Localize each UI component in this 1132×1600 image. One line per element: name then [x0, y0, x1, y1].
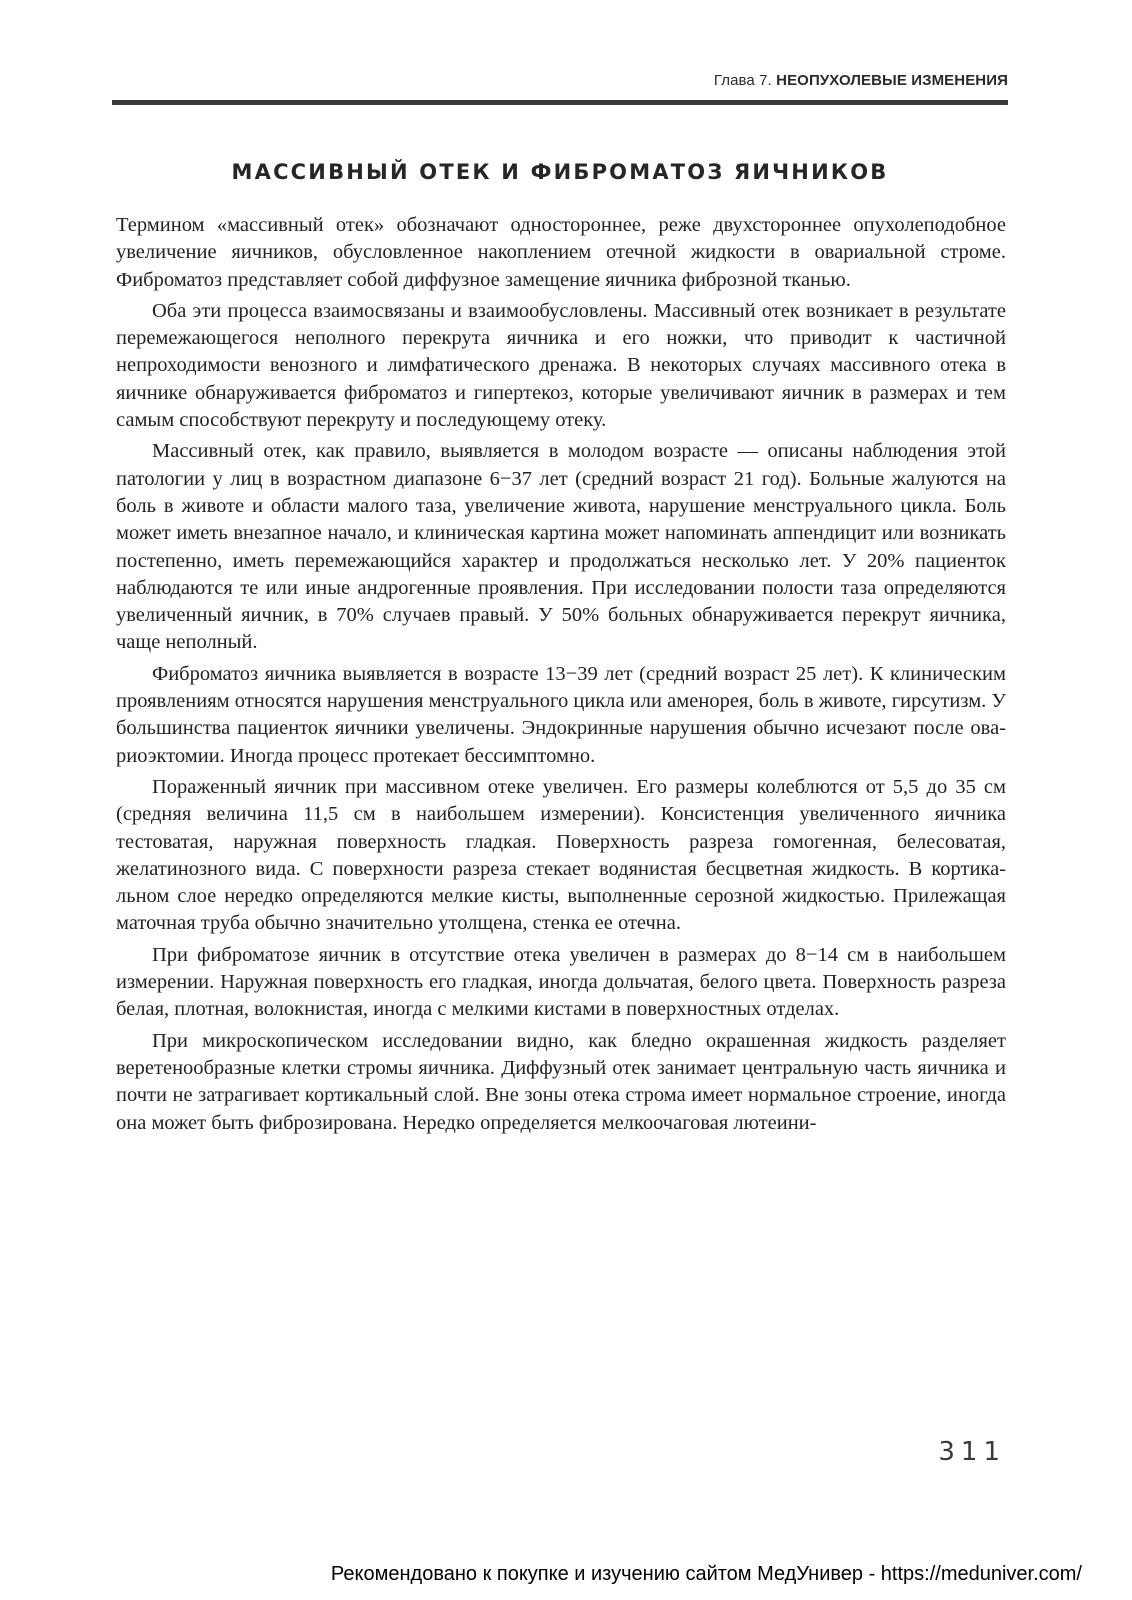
- footer-note: Рекомендовано к покупке и изучению сайтом МедУнивер - https://meduniver.com/: [330, 1563, 1082, 1585]
- article-body: [116, 212, 1006, 1141]
- article-title: МАССИВНЫЙ ОТЕК И ФИБРОМАТОЗ ЯИЧНИКОВ: [231, 160, 889, 184]
- running-head: [112, 72, 1008, 89]
- chapter-label: Глава 7.: [713, 72, 772, 89]
- paragraph-1: Термином «массивный отек» обозначают одностороннее, реже двухстороннее опухолеподобное увеличение яичников, обусловленное накоплением отечной жидкости в овариальной строме. Фиброматоз представляет собой диффузное замещение яичника фиброзной тканью.: [116, 214, 1006, 291]
- page-number: 311: [938, 1437, 1006, 1467]
- paragraph-3: Массивный отек, как правило, выявляется в молодом возрасте — описаны наблюдения этой патологии у лиц в возрастном диапазоне 6−37 лет (средний возраст 21 год). Больные жалуются на боль в животе и области малого таза, увеличение живота, нарушение менструального цикла. Боль может иметь внезапное начало, и клиническая картина может напоминать аппендицит или возникать постепенно, иметь перемежающийся характер и продолжаться несколько лет. У 20% пациенток наблюдаются те или иные андрогенные проявления. При исследовании полости таза определяются увеличенный яичник, в 70% случаев правый. У 50% больных обнаруживается перекрут яичника, чаще неполный.: [116, 440, 1006, 654]
- paragraph-4: Фиброматоз яичника выявляется в возрасте 13−39 лет (средний возраст 25 лет). К клиническим проявлениям относятся нарушения менструального цикла или аменорея, боль в животе, гирсутизм. У большинства пациенток яичники увеличены. Эндокринные нарушения обычно исчезают после овариоэктомии. Иногда процесс протекает бессимптомно.: [116, 662, 1006, 767]
- paragraph-5: Пораженный яичник при массивном отеке увеличен. Его размеры колеблются от 5,5 до 35 см (средняя величина 11,5 см в наибольшем измерении). Консистенция увеличенного яичника тестоватая, наружная поверхность гладкая. Поверхность разреза гомогенная, белесоватая, желатинозного вида. С поверхности разреза стекает водянистая бесцветная жидкость. В кортикальном слое нередко определяются мелкие кисты, выполненные серозной жидкостью. Прилежащая маточная труба обычно значительно утолщена, стенка ее отечна.: [116, 775, 1006, 935]
- paragraph-2: Оба эти процесса взаимосвязаны и взаимообусловлены. Массивный отек возникает в результате перемежающегося неполного перекрута яичника и его ножки, что приводит к частичной непроходимости венозного и лимфатического дренажа. В некоторых случаях массивного отека в яичнике обнаруживается фиброматоз и гипертекоз, которые увеличивают яичник в размерах и тем самым способствуют перекруту и последующему отеку.: [116, 299, 1006, 432]
- paragraph-7: При микроскопическом исследовании видно, как бледно окрашенная жидкость разделяет веретенообразные клетки стромы яичника. Диффузный отек занимает центральную часть яичника и почти не затрагивает кортикальный слой. Вне зоны отека строма имеет нормальное строение, иногда она может быть фиброзирована. Нередко определяется мелкоочаговая лютеини-: [116, 1029, 1006, 1134]
- paragraph-6: При фиброматозе яичник в отсутствие отека увеличен в размерах до 8−14 см в наибольшем измерении. Наружная поверхность его гладкая, иногда дольчатая, белого цвета. Поверхность разреза белая, плотная, волокнистая, иногда с мелкими кистами в поверхностных отделах.: [116, 943, 1006, 1021]
- header-rule: [112, 100, 1008, 105]
- chapter-title: НЕОПУХОЛЕВЫЕ ИЗМЕНЕНИЯ: [776, 72, 1008, 89]
